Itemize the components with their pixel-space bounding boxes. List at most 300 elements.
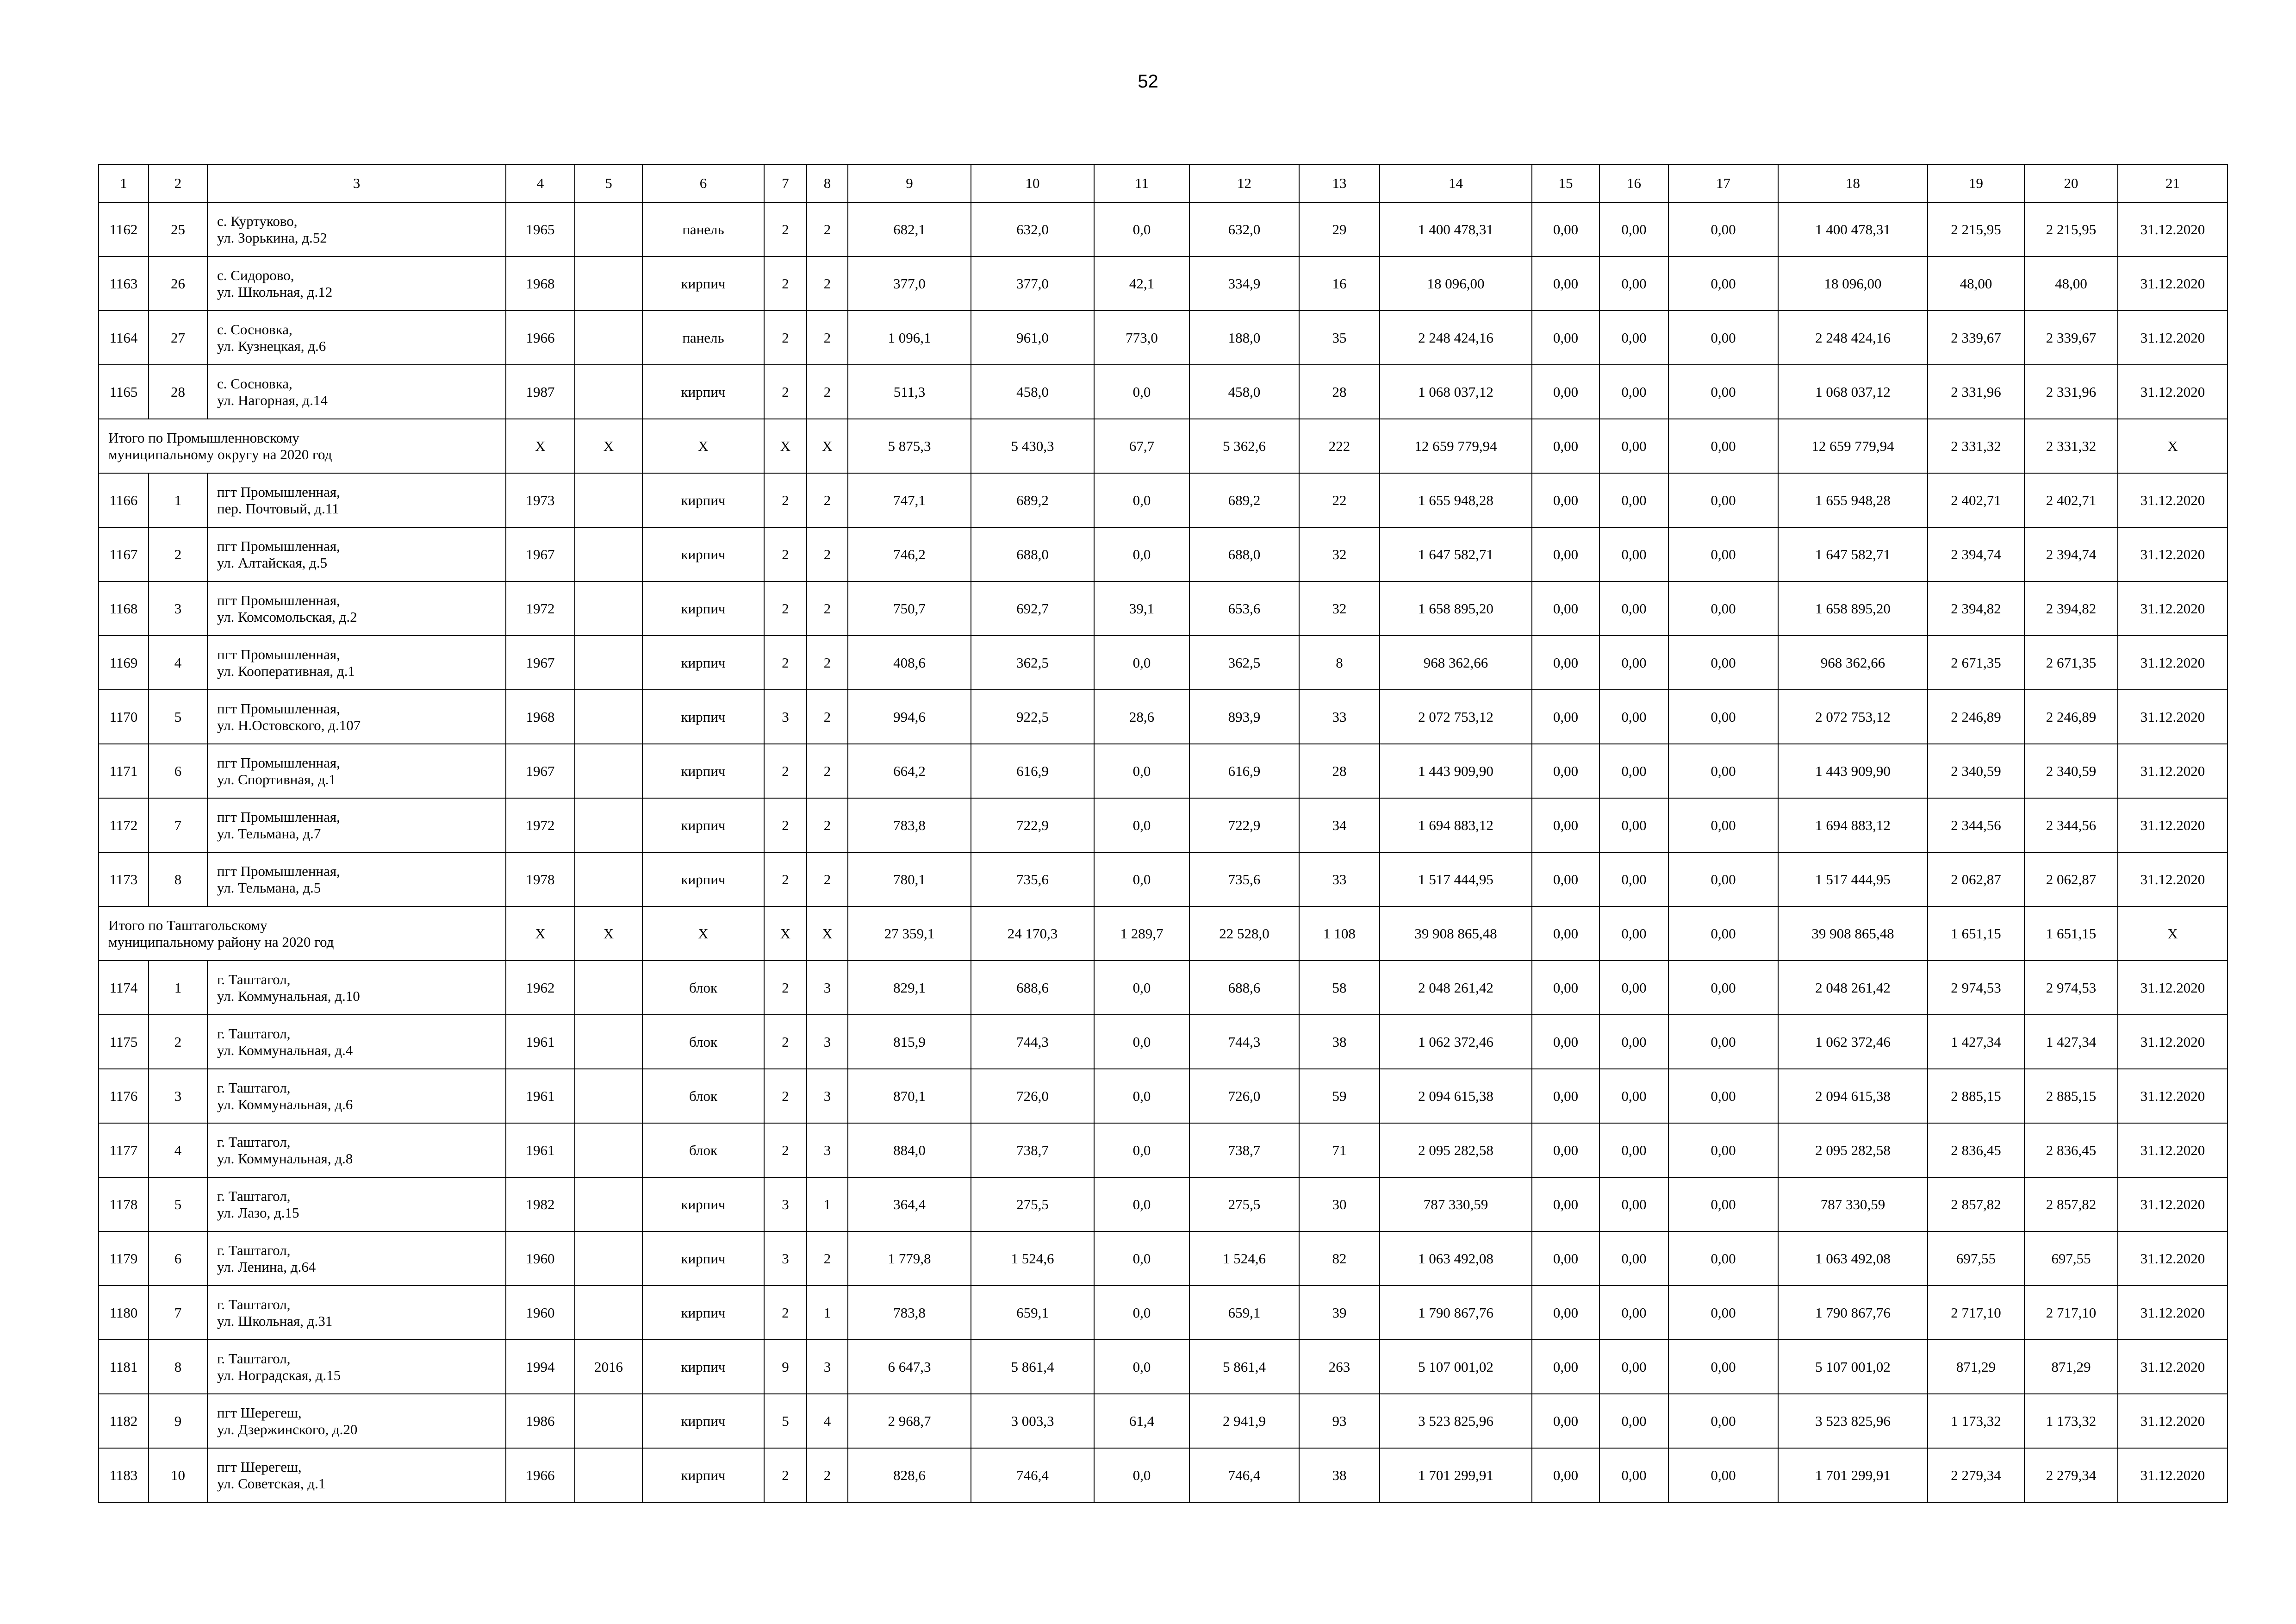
- table-cell: 1 517 444,95: [1380, 852, 1532, 906]
- table-row: [99, 473, 2228, 527]
- table-cell: 1 517 444,95: [1778, 852, 1928, 906]
- table-cell: 31.12.2020: [2118, 256, 2228, 311]
- table-cell: 362,5: [971, 636, 1094, 690]
- table-cell: 1967: [506, 636, 575, 690]
- table-row: [99, 798, 2228, 852]
- table-cell: [575, 1069, 642, 1123]
- table-cell: 1 701 299,91: [1778, 1448, 1928, 1502]
- cell-line: муниципальному округу на 2020 год: [108, 446, 332, 462]
- table-cell: 33: [1299, 852, 1380, 906]
- table-cell: 0,00: [1532, 419, 1599, 473]
- table-cell: 2 248 424,16: [1380, 311, 1532, 365]
- table-cell: 58: [1299, 961, 1380, 1015]
- table-cell: 3: [807, 961, 848, 1015]
- table-cell: 1973: [506, 473, 575, 527]
- column-header: 9: [848, 164, 971, 202]
- table-cell: 38: [1299, 1448, 1380, 1502]
- cell-line: ул. Кузнецкая, д.6: [217, 337, 326, 354]
- table-cell: 2 974,53: [1928, 961, 2024, 1015]
- table-cell: 28: [1299, 365, 1380, 419]
- table-cell: 1168: [99, 581, 149, 636]
- table-cell: 1179: [99, 1231, 149, 1286]
- table-cell: 0,00: [1599, 527, 1668, 581]
- table-cell: панель: [642, 202, 764, 256]
- address-cell: [207, 690, 506, 744]
- cell-line: ул. Н.Остовского, д.107: [217, 717, 361, 733]
- table-cell: 0,00: [1599, 581, 1668, 636]
- table-cell: кирпич: [642, 473, 764, 527]
- table-cell: 29: [1299, 202, 1380, 256]
- table-cell: 31.12.2020: [2118, 311, 2228, 365]
- table-cell: X: [506, 419, 575, 473]
- table-cell: 0,00: [1668, 527, 1778, 581]
- table-cell: 871,29: [1928, 1340, 2024, 1394]
- table-cell: 1987: [506, 365, 575, 419]
- table-row: [99, 1231, 2228, 1286]
- table-cell: 1178: [99, 1177, 149, 1231]
- table-cell: 2 248 424,16: [1778, 311, 1928, 365]
- cell-line: пгт Промышленная,: [217, 700, 340, 717]
- table-cell: 1978: [506, 852, 575, 906]
- cell-line: пер. Почтовый, д.11: [217, 500, 339, 517]
- table-cell: 5: [149, 690, 207, 744]
- table-cell: [575, 1394, 642, 1448]
- table-cell: 1183: [99, 1448, 149, 1502]
- cell-line: ул. Тельмана, д.5: [217, 879, 321, 896]
- table-row: [99, 636, 2228, 690]
- table-cell: 2 885,15: [1928, 1069, 2024, 1123]
- table-row: [99, 1448, 2228, 1502]
- table-cell: 0,0: [1094, 1448, 1189, 1502]
- table-cell: 735,6: [1189, 852, 1299, 906]
- table-cell: 0,00: [1532, 961, 1599, 1015]
- table-cell: 1968: [506, 690, 575, 744]
- table-cell: 1982: [506, 1177, 575, 1231]
- column-header: 1: [99, 164, 149, 202]
- table-cell: 1 790 867,76: [1778, 1286, 1928, 1340]
- table-cell: 2: [764, 1286, 807, 1340]
- table-cell: 0,00: [1599, 1069, 1668, 1123]
- table-cell: 0,0: [1094, 473, 1189, 527]
- table-cell: 1 108: [1299, 906, 1380, 961]
- table-cell: 31.12.2020: [2118, 1015, 2228, 1069]
- table-cell: 682,1: [848, 202, 971, 256]
- table-cell: кирпич: [642, 1340, 764, 1394]
- table-cell: 0,00: [1668, 1286, 1778, 1340]
- table-cell: 12 659 779,94: [1380, 419, 1532, 473]
- table-cell: 0,00: [1532, 527, 1599, 581]
- table-cell: 3: [807, 1015, 848, 1069]
- table-cell: 0,00: [1532, 744, 1599, 798]
- address-cell: [207, 1340, 506, 1394]
- table-cell: 1972: [506, 581, 575, 636]
- table-cell: 12 659 779,94: [1778, 419, 1928, 473]
- table-cell: 1965: [506, 202, 575, 256]
- table-cell: 1 647 582,71: [1778, 527, 1928, 581]
- table-cell: X: [764, 419, 807, 473]
- table-cell: 0,00: [1599, 1286, 1668, 1340]
- table-cell: 1 651,15: [1928, 906, 2024, 961]
- table-cell: 1 658 895,20: [1380, 581, 1532, 636]
- table-cell: 0,00: [1599, 1448, 1668, 1502]
- table-cell: 334,9: [1189, 256, 1299, 311]
- table-cell: X: [642, 906, 764, 961]
- table-cell: 2: [807, 852, 848, 906]
- table-cell: 71: [1299, 1123, 1380, 1177]
- table-cell: 0,00: [1599, 636, 1668, 690]
- table-cell: 1 779,8: [848, 1231, 971, 1286]
- header-row: [99, 164, 2228, 202]
- cell-line: ул. Нагорная, д.14: [217, 392, 328, 408]
- table-cell: 3: [149, 581, 207, 636]
- table-cell: 2 339,67: [2024, 311, 2118, 365]
- page-number: 52: [1138, 71, 1158, 92]
- table-cell: 2 857,82: [1928, 1177, 2024, 1231]
- table-cell: 31.12.2020: [2118, 1177, 2228, 1231]
- table-cell: 0,00: [1668, 1340, 1778, 1394]
- table-cell: 0,00: [1532, 636, 1599, 690]
- table-cell: 2 094 615,38: [1380, 1069, 1532, 1123]
- address-cell: [207, 1448, 506, 1502]
- table-cell: 1181: [99, 1340, 149, 1394]
- table-cell: 726,0: [971, 1069, 1094, 1123]
- table-cell: кирпич: [642, 636, 764, 690]
- table-cell: 893,9: [1189, 690, 1299, 744]
- table-cell: 2 094 615,38: [1778, 1069, 1928, 1123]
- table-row: [99, 1394, 2228, 1448]
- table-cell: 34: [1299, 798, 1380, 852]
- table-cell: 722,9: [1189, 798, 1299, 852]
- table-cell: 1 400 478,31: [1380, 202, 1532, 256]
- table-cell: 1960: [506, 1286, 575, 1340]
- table-cell: 27: [149, 311, 207, 365]
- table-cell: 2: [764, 636, 807, 690]
- table-cell: 922,5: [971, 690, 1094, 744]
- table-cell: 0,00: [1532, 1177, 1599, 1231]
- column-header: 15: [1532, 164, 1599, 202]
- table-cell: 746,2: [848, 527, 971, 581]
- table-cell: 48,00: [2024, 256, 2118, 311]
- table-cell: 746,4: [1189, 1448, 1299, 1502]
- table-cell: 0,00: [1532, 906, 1599, 961]
- table-cell: 688,0: [1189, 527, 1299, 581]
- cell-line: пгт Промышленная,: [217, 808, 340, 825]
- table-cell: 0,0: [1094, 744, 1189, 798]
- table-cell: 2: [764, 1123, 807, 1177]
- table-cell: X: [2118, 419, 2228, 473]
- table-cell: 27 359,1: [848, 906, 971, 961]
- table-cell: 1 400 478,31: [1778, 202, 1928, 256]
- table-cell: 2 048 261,42: [1778, 961, 1928, 1015]
- cell-line: Итого по Промышленновскому: [108, 429, 299, 446]
- table-cell: 744,3: [1189, 1015, 1299, 1069]
- table-cell: 364,4: [848, 1177, 971, 1231]
- table-cell: 0,00: [1599, 744, 1668, 798]
- table-cell: 2 394,74: [1928, 527, 2024, 581]
- table-cell: 39 908 865,48: [1380, 906, 1532, 961]
- table-cell: 188,0: [1189, 311, 1299, 365]
- table-cell: 2: [807, 690, 848, 744]
- table-cell: 1967: [506, 744, 575, 798]
- column-header: 7: [764, 164, 807, 202]
- table-cell: 8: [149, 1340, 207, 1394]
- total-row: [99, 419, 2228, 473]
- table-row: [99, 690, 2228, 744]
- table-cell: 0,00: [1532, 798, 1599, 852]
- cell-line: пгт Промышленная,: [217, 754, 340, 771]
- cell-line: ул. Ленина, д.64: [217, 1258, 316, 1275]
- table-cell: 39 908 865,48: [1778, 906, 1928, 961]
- table-cell: 408,6: [848, 636, 971, 690]
- table-cell: 2 215,95: [2024, 202, 2118, 256]
- table-cell: 82: [1299, 1231, 1380, 1286]
- cell-line: г. Таштагол,: [217, 1079, 291, 1096]
- table-cell: 32: [1299, 527, 1380, 581]
- cell-line: пгт Промышленная,: [217, 646, 340, 662]
- table-cell: 0,0: [1094, 1123, 1189, 1177]
- cell-line: ул. Дзержинского, д.20: [217, 1421, 358, 1437]
- cell-line: г. Таштагол,: [217, 1296, 291, 1312]
- table-cell: 726,0: [1189, 1069, 1299, 1123]
- cell-line: ул. Алтайская, д.5: [217, 554, 328, 571]
- table-cell: 2 331,96: [1928, 365, 2024, 419]
- table-cell: [575, 311, 642, 365]
- table-cell: 1164: [99, 311, 149, 365]
- table-cell: 1173: [99, 852, 149, 906]
- table-cell: 0,00: [1668, 1394, 1778, 1448]
- table-cell: 1 658 895,20: [1778, 581, 1928, 636]
- address-cell: [207, 365, 506, 419]
- table-cell: 659,1: [1189, 1286, 1299, 1340]
- table-cell: 632,0: [971, 202, 1094, 256]
- table-cell: 0,00: [1599, 1015, 1668, 1069]
- table-cell: 6: [149, 744, 207, 798]
- table-cell: 829,1: [848, 961, 971, 1015]
- table-cell: 2: [807, 581, 848, 636]
- column-header: 19: [1928, 164, 2024, 202]
- cell-line: с. Сосновка,: [217, 375, 292, 392]
- address-cell: [207, 1015, 506, 1069]
- table-cell: 2: [149, 1015, 207, 1069]
- cell-line: ул. Спортивная, д.1: [217, 771, 336, 787]
- table-cell: 1967: [506, 527, 575, 581]
- table-cell: 3: [764, 1177, 807, 1231]
- table-cell: 0,00: [1668, 202, 1778, 256]
- table-cell: 0,0: [1094, 852, 1189, 906]
- table-cell: 1 063 492,08: [1778, 1231, 1928, 1286]
- table-cell: 0,00: [1668, 961, 1778, 1015]
- table-cell: 1966: [506, 1448, 575, 1502]
- table-cell: 48,00: [1928, 256, 2024, 311]
- table-cell: 2 340,59: [1928, 744, 2024, 798]
- table-cell: 1 173,32: [2024, 1394, 2118, 1448]
- table-cell: 744,3: [971, 1015, 1094, 1069]
- table-cell: 0,0: [1094, 527, 1189, 581]
- table-cell: 783,8: [848, 798, 971, 852]
- table-cell: 871,29: [2024, 1340, 2118, 1394]
- table-cell: 0,00: [1599, 256, 1668, 311]
- address-cell: [207, 473, 506, 527]
- table-cell: 2 331,32: [1928, 419, 2024, 473]
- table-cell: 1167: [99, 527, 149, 581]
- table-cell: 39,1: [1094, 581, 1189, 636]
- table-cell: 0,0: [1094, 202, 1189, 256]
- table-cell: 25: [149, 202, 207, 256]
- table-cell: 24 170,3: [971, 906, 1094, 961]
- table-cell: 780,1: [848, 852, 971, 906]
- address-cell: [207, 1286, 506, 1340]
- table-cell: 1960: [506, 1231, 575, 1286]
- table-cell: 2: [764, 961, 807, 1015]
- table-cell: 511,3: [848, 365, 971, 419]
- address-cell: [207, 1123, 506, 1177]
- table-cell: 2 394,82: [2024, 581, 2118, 636]
- table-cell: блок: [642, 1123, 764, 1177]
- table-cell: 1 068 037,12: [1778, 365, 1928, 419]
- table-cell: [575, 1177, 642, 1231]
- table-cell: 738,7: [971, 1123, 1094, 1177]
- table-cell: 0,00: [1668, 311, 1778, 365]
- table-cell: 1163: [99, 256, 149, 311]
- table-cell: 1 701 299,91: [1380, 1448, 1532, 1502]
- table-cell: 42,1: [1094, 256, 1189, 311]
- cell-line: с. Куртуково,: [217, 212, 298, 229]
- table-cell: 18 096,00: [1380, 256, 1532, 311]
- table-cell: X: [642, 419, 764, 473]
- table-cell: 31.12.2020: [2118, 744, 2228, 798]
- table-cell: 2: [764, 311, 807, 365]
- table-cell: 0,0: [1094, 636, 1189, 690]
- table-cell: 2: [807, 744, 848, 798]
- table-cell: 3: [149, 1069, 207, 1123]
- table-cell: 9: [764, 1340, 807, 1394]
- table-cell: 0,00: [1599, 1123, 1668, 1177]
- table-cell: 5 875,3: [848, 419, 971, 473]
- column-header: 2: [149, 164, 207, 202]
- table-cell: 0,00: [1668, 1123, 1778, 1177]
- table-cell: кирпич: [642, 581, 764, 636]
- table-cell: блок: [642, 1069, 764, 1123]
- table-cell: 362,5: [1189, 636, 1299, 690]
- column-header: 4: [506, 164, 575, 202]
- table-cell: 93: [1299, 1394, 1380, 1448]
- table-cell: 616,9: [1189, 744, 1299, 798]
- table-cell: 1 289,7: [1094, 906, 1189, 961]
- table-cell: 2: [764, 365, 807, 419]
- table-row: [99, 1340, 2228, 1394]
- table-cell: 2 394,74: [2024, 527, 2118, 581]
- table-cell: 31.12.2020: [2118, 1231, 2228, 1286]
- table-cell: 2 941,9: [1189, 1394, 1299, 1448]
- table-cell: X: [506, 906, 575, 961]
- table-cell: 31.12.2020: [2118, 527, 2228, 581]
- table-cell: 828,6: [848, 1448, 971, 1502]
- column-header: 18: [1778, 164, 1928, 202]
- table-cell: 31.12.2020: [2118, 798, 2228, 852]
- table-cell: 33: [1299, 690, 1380, 744]
- cell-line: г. Таштагол,: [217, 1133, 291, 1150]
- table-cell: 31.12.2020: [2118, 961, 2228, 1015]
- table-cell: X: [575, 419, 642, 473]
- table-cell: 0,00: [1668, 256, 1778, 311]
- table-cell: 2 344,56: [1928, 798, 2024, 852]
- table-cell: 1 655 948,28: [1380, 473, 1532, 527]
- table-cell: 0,00: [1599, 1340, 1668, 1394]
- table-cell: 2: [764, 473, 807, 527]
- table-row: [99, 1123, 2228, 1177]
- table-cell: 2 885,15: [2024, 1069, 2118, 1123]
- table-cell: [575, 1286, 642, 1340]
- column-header: 20: [2024, 164, 2118, 202]
- table-cell: 2 671,35: [2024, 636, 2118, 690]
- total-label: [99, 906, 506, 961]
- cell-line: г. Таштагол,: [217, 1242, 291, 1258]
- table-cell: кирпич: [642, 256, 764, 311]
- table-row: [99, 1177, 2228, 1231]
- table-cell: 688,6: [1189, 961, 1299, 1015]
- table-cell: 31.12.2020: [2118, 852, 2228, 906]
- table-cell: 722,9: [971, 798, 1094, 852]
- table-cell: 1171: [99, 744, 149, 798]
- table-cell: 10: [149, 1448, 207, 1502]
- table-cell: 2 402,71: [2024, 473, 2118, 527]
- cell-line: ул. Тельмана, д.7: [217, 825, 321, 842]
- total-row: [99, 906, 2228, 961]
- table-cell: 8: [1299, 636, 1380, 690]
- table-cell: 1172: [99, 798, 149, 852]
- table-cell: 0,00: [1668, 1015, 1778, 1069]
- cell-line: ул. Школьная, д.31: [217, 1312, 333, 1329]
- table-row: [99, 744, 2228, 798]
- column-header: 21: [2118, 164, 2228, 202]
- cell-line: ул. Школьная, д.12: [217, 283, 333, 300]
- table-cell: 2 968,7: [848, 1394, 971, 1448]
- table-cell: 2: [764, 1448, 807, 1502]
- table-cell: [575, 744, 642, 798]
- table-cell: 31.12.2020: [2118, 1394, 2228, 1448]
- cell-line: пгт Промышленная,: [217, 537, 340, 554]
- table-cell: 0,00: [1532, 1448, 1599, 1502]
- table-row: [99, 1286, 2228, 1340]
- table-cell: 0,00: [1599, 311, 1668, 365]
- table-cell: 1 443 909,90: [1778, 744, 1928, 798]
- table-cell: 1: [149, 473, 207, 527]
- table-cell: 28,6: [1094, 690, 1189, 744]
- table-cell: 1 068 037,12: [1380, 365, 1532, 419]
- table-cell: кирпич: [642, 365, 764, 419]
- cell-line: ул. Коммунальная, д.6: [217, 1096, 353, 1112]
- address-cell: [207, 527, 506, 581]
- table-cell: 1 647 582,71: [1380, 527, 1532, 581]
- table-cell: 1994: [506, 1340, 575, 1394]
- table-cell: 38: [1299, 1015, 1380, 1069]
- address-cell: [207, 1394, 506, 1448]
- table-cell: 2: [807, 527, 848, 581]
- table-row: [99, 365, 2228, 419]
- table-cell: 4: [149, 1123, 207, 1177]
- table-cell: кирпич: [642, 1231, 764, 1286]
- table-cell: 1961: [506, 1069, 575, 1123]
- table-cell: 0,00: [1668, 1448, 1778, 1502]
- table-cell: 31.12.2020: [2118, 1069, 2228, 1123]
- table-cell: 1 427,34: [1928, 1015, 2024, 1069]
- table-cell: X: [764, 906, 807, 961]
- cell-line: ул. Комсомольская, д.2: [217, 608, 357, 625]
- table-cell: 5 861,4: [971, 1340, 1094, 1394]
- table-cell: 2 331,96: [2024, 365, 2118, 419]
- table-cell: 1 694 883,12: [1380, 798, 1532, 852]
- table-cell: 2 402,71: [1928, 473, 2024, 527]
